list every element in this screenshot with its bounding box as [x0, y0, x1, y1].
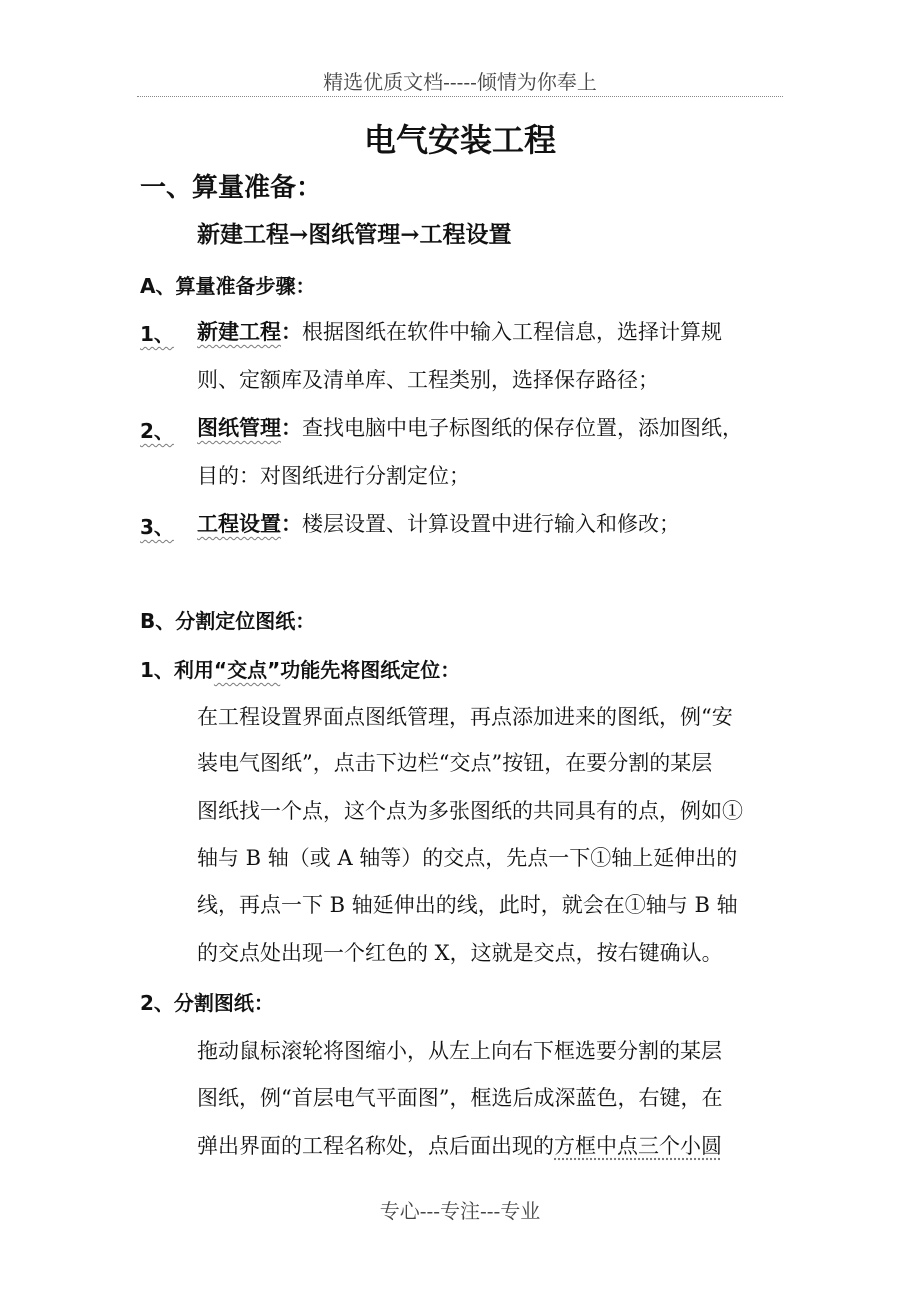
paragraph-line: 图纸找一个点，这个点为多张图纸的共同具有的点，例如① [197, 799, 743, 823]
page-footer: 专心---专注---专业 [379, 1199, 541, 1223]
step-heading: 2、分割图纸： [140, 991, 274, 1015]
paragraph-line: 图纸，例“首层电气平面图”，框选后成深蓝色，右键，在 [197, 1086, 723, 1110]
item-text: 查找电脑中电子标图纸的保存位置，添加图纸， [302, 416, 743, 440]
item-text: 楼层设置、计算设置中进行输入和修改； [302, 512, 680, 536]
step-suffix: 功能先将图纸定位： [280, 658, 461, 682]
part-b-heading: B、分割定位图纸： [140, 609, 316, 633]
header-divider [137, 96, 783, 97]
item-term: 工程设置 [197, 511, 281, 536]
section-heading: 一、算量准备： [140, 173, 323, 203]
paragraph-line: 轴与 B 轴（或 A 轴等）的交点，先点一下①轴上延伸出的 [197, 846, 738, 870]
item-colon: ： [281, 415, 302, 440]
item-number: 3、 [140, 515, 174, 539]
item-text: 根据图纸在软件中输入工程信息，选择计算规 [302, 320, 722, 344]
item-number: 1、 [140, 322, 174, 346]
list-item-line [197, 508, 680, 538]
item-number: 2、 [140, 419, 174, 443]
item-term: 新建工程 [197, 319, 281, 344]
step-heading [140, 654, 460, 683]
item-colon: ： [281, 511, 302, 536]
item-colon: ： [281, 319, 302, 344]
paragraph-line: 的交点处出现一个红色的 X，这就是交点，按右键确认。 [197, 941, 723, 965]
list-item-line [197, 316, 722, 346]
page-header: 精选优质文档-----倾情为你奉上 [323, 70, 597, 94]
step-prefix: 1、利用 [140, 658, 214, 682]
step-quoted-term: “交点” [213, 658, 281, 682]
paragraph-line [197, 1130, 722, 1160]
list-item-line [197, 412, 743, 442]
paragraph-line: 拖动鼠标滚轮将图缩小，从左上向右下框选要分割的某层 [197, 1039, 722, 1063]
workflow-path: 新建工程→图纸管理→工程设置 [197, 221, 512, 248]
paragraph-text: 弹出界面的工程名称处，点后面出现的 [197, 1134, 554, 1158]
paragraph-line: 线，再点一下 B 轴延伸出的线，此时，就会在①轴与 B 轴 [197, 893, 738, 917]
paragraph-line: 装电气图纸”，点击下边栏“交点”按钮，在要分割的某层 [197, 751, 713, 775]
list-item-line: 则、定额库及清单库、工程类别，选择保存路径； [197, 368, 659, 392]
item-term: 图纸管理 [197, 415, 281, 440]
document-title: 电气安装工程 [363, 121, 556, 159]
marked-text: 方框中点三个小圆 [554, 1134, 722, 1158]
paragraph-line: 在工程设置界面点图纸管理，再点添加进来的图纸，例“安 [197, 705, 733, 729]
part-a-heading: A、算量准备步骤： [140, 274, 316, 298]
list-item-line: 目的：对图纸进行分割定位； [197, 464, 470, 488]
